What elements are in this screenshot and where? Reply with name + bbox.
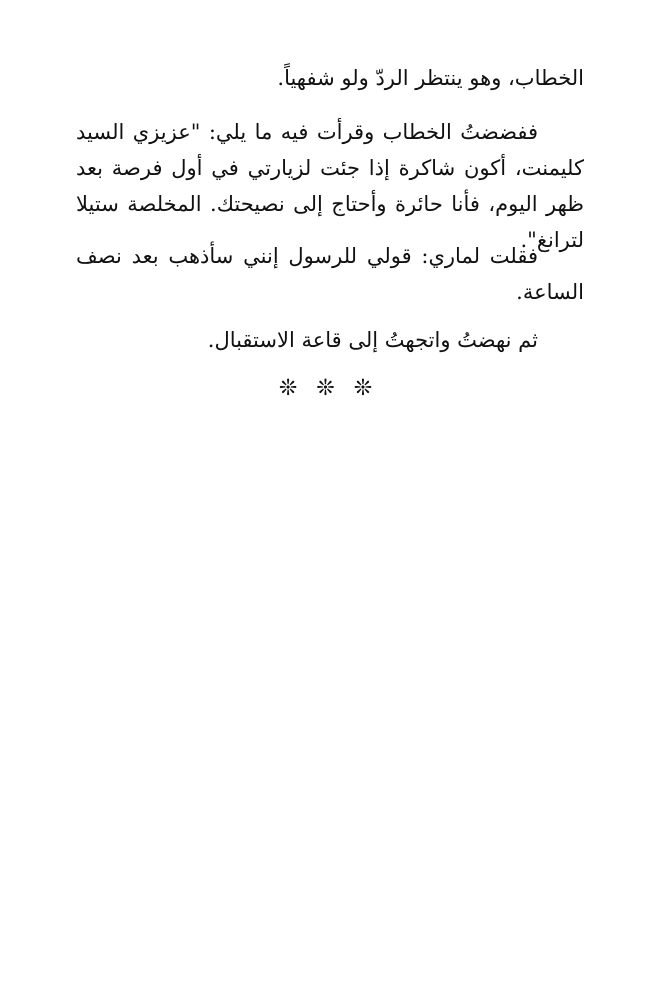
paragraph-closing	[76, 322, 584, 358]
paragraph-text: الخطاب، وهو ينتظر الردّ ولو شفهياً.	[277, 66, 584, 90]
paragraph-continuation	[76, 60, 584, 96]
paragraph-letter	[76, 114, 584, 258]
paragraph-text: ثم نهضتُ واتجهتُ إلى قاعة الاستقبال.	[207, 328, 538, 352]
paragraph-text: ففضضتُ الخطاب وقرأت فيه ما يلي: "عزيزي السيد كليمنت، أكون شاكرة إذا جئت لزيارتي في أول فرصة بعد ظهر اليوم، فأنا حائرة وأحتاج إلى نصيحتك. المخلصة ستيلا لترانغ".	[76, 120, 584, 252]
paragraph-reply	[76, 238, 584, 310]
paragraph-text: فقلت لماري: قولي للرسول إنني سأذهب بعد نصف الساعة.	[76, 244, 584, 304]
section-separator: ❊ ❊ ❊	[278, 376, 373, 401]
